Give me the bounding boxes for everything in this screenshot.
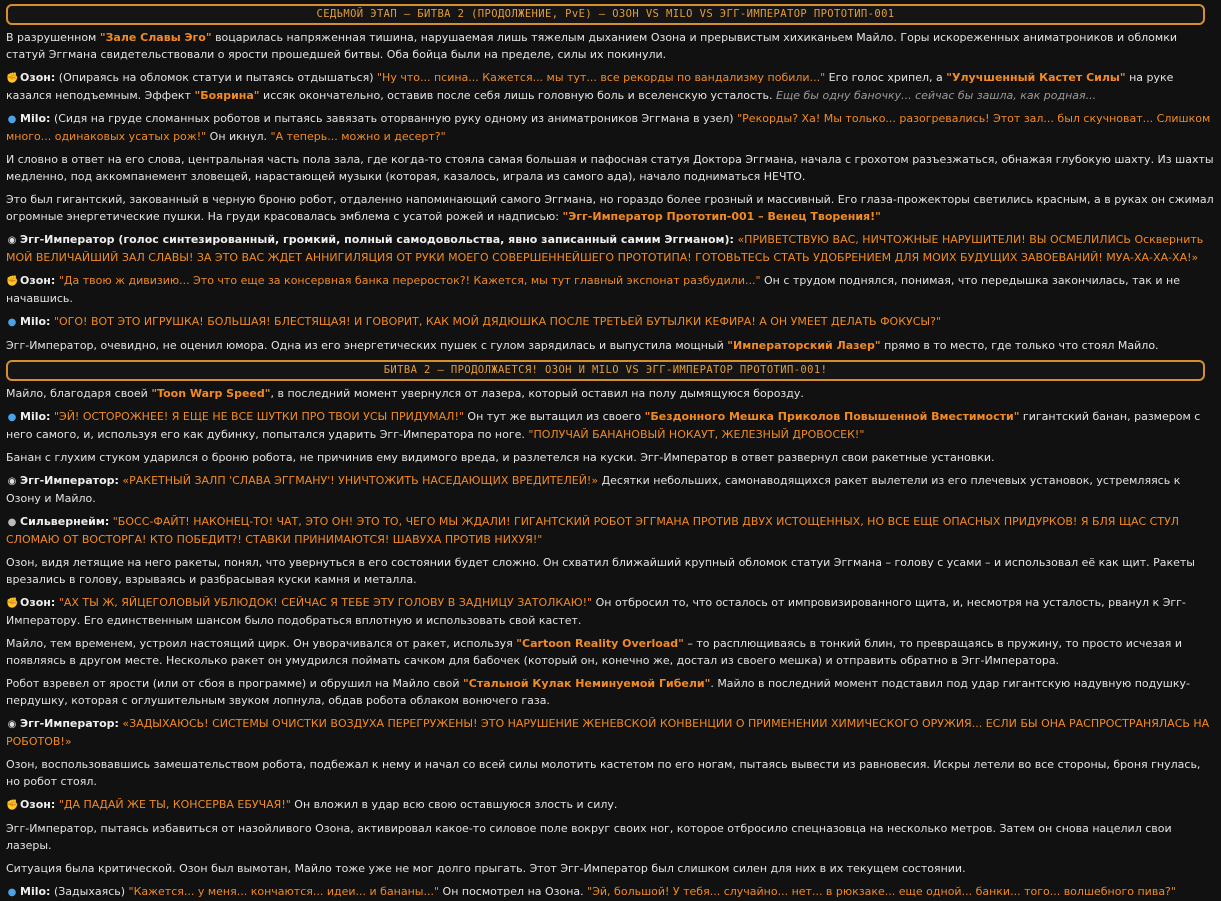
speaker-name: Эгг-Император: — [20, 474, 119, 487]
text: Десятки небольших, самонаводящихся ракет вылетели из его плечевых установок, устремляясь к Озону и Майло. — [6, 474, 1181, 505]
speaker-name: Эгг-Император: — [20, 717, 119, 730]
text: Он отбросил то, что осталось от импровизированного щита, и, несмотря на усталость, рванул к Эгг-Императору. Его единственным шансом было подобраться вплотную и использовать свой кастет. — [6, 596, 1186, 627]
quote: "ЭЙ! ОСТОРОЖНЕЕ! Я ЕЩЕ НЕ ВСЕ ШУТКИ ПРО ТВОИ УСЫ ПРИДУМАЛ!" — [53, 410, 464, 423]
text: Его голос хрипел, а — [825, 71, 947, 84]
speaker-name: Эгг-Император (голос синтезированный, громкий, полный самодовольства, явно записанный самим Эггманом): — [20, 233, 734, 246]
quote: "ОГО! ВОТ ЭТО ИГРУШКА! БОЛЬШАЯ! БЛЕСТЯЩАЯ! И ГОВОРИТ, КАК МОЙ ДЯДЮШКА ПОСЛЕ ТРЕТЬЕЙ БУТЫЛКИ КЕФИРА! А ОН УМЕЕТ ДЕЛАТЬ ФОКУСЫ?" — [53, 315, 942, 328]
quote: «ЗАДЫХАЮСЬ! СИСТЕМЫ ОЧИСТКИ ВОЗДУХА ПЕРЕГРУЖЕНЫ! ЭТО НАРУШЕНИЕ ЖЕНЕВСКОЙ КОНВЕНЦИИ О ПРИМЕНЕНИИ ХИМИЧЕСКОГО ОРУЖИЯ... ЕСЛИ БЫ ОНА РАСПРОСТРАНЯЛАСЬ НА РОБОТОВ!» — [6, 717, 1210, 748]
speaker-name: Milo: — [20, 112, 51, 125]
text: Банан с глухим стуком ударился о броню робота, не причинив ему видимого вреда, и разлетелся на куски. Эгг-Император в ответ развернул свои ракетные установки. — [6, 451, 995, 464]
narration-paragraph — [6, 385, 1215, 402]
speaker-name: Milo: — [20, 410, 51, 423]
text: Озон, воспользовавшись замешательством робота, подбежал к нему и начал со всей силы молотить кастетом по его ногам, пытаясь вывести из равновесия. Искры летели во все стороны, броня гнулась, но робот стоял. — [6, 758, 1201, 788]
dialogue-milo — [6, 110, 1215, 145]
narration-paragraph — [6, 756, 1215, 790]
text: Эгг-Император, очевидно, не оценил юмора. Одна из его энергетических пушек с гулом зарядилась и выпустила мощный — [6, 339, 728, 352]
text: – то расплющиваясь в тонкий блин, то превращаясь в пружину, то просто исчезая и появляясь в другом месте. Несколько ракет он умудрился поймать сачком для бабочек (который он, конечно же, достал из своего мешка) и отправить обратно в Эгг-Императора. — [6, 637, 1183, 667]
text: гигантский банан, размером с него самого, и, используя его как дубинку, попытался ударить Эгг-Императора по ноге. — [6, 410, 1201, 441]
text: И словно в ответ на его слова, центральная часть пола зала, где когда-то стояла самая большая и пафосная статуя Доктора Эггмана, начала с грохотом разъезжаться, обнажая глубокую шахту. Из шахты медленно, под аккомпанемент зловещей, нарастающей музыки (которая, казалось, играла из самого ада), начало подниматься НЕЧТО. — [6, 153, 1214, 183]
item-name: "Боярина" — [194, 89, 260, 102]
stage-banner: СЕДЬМОЙ ЭТАП – БИТВА 2 (ПРОДОЛЖЕНИЕ, PvE) – ОЗОН VS MILO VS ЭГГ-ИМПЕРАТОР ПРОТОТИП-001 — [6, 4, 1205, 25]
narration-paragraph — [6, 191, 1215, 225]
quote: "Рекорды? Ха! Мы только... разогревались! Этот зал... был скучноват... Слишком много... одинаковых усатых рож!" — [6, 112, 1211, 143]
attack-name: "Стальной Кулак Неминуемой Гибели" — [463, 677, 711, 690]
dialogue-egg-emperor — [6, 472, 1215, 507]
milo-icon: ● — [7, 114, 17, 125]
speaker-name: Озон: — [20, 71, 56, 84]
flexed-biceps-icon: ✊ — [6, 73, 19, 84]
text: Эгг-Император, пытаясь избавиться от назойливого Озона, активировал какое-то силовое поле вокруг своих ног, которое отбросило спецназовца на несколько метров. Затем он снова нацелил свои лазеры. — [6, 822, 1172, 852]
dialogue-egg-emperor — [6, 231, 1215, 266]
text: (Опираясь на обломок статуи и пытаясь отдышаться) — [55, 71, 377, 84]
dialogue-ozon — [6, 796, 1215, 814]
text: Он икнул. — [206, 130, 271, 143]
flexed-biceps-icon: ✊ — [6, 598, 19, 609]
ability-name: "Cartoon Reality Overload" — [516, 637, 684, 650]
dialogue-ozon — [6, 69, 1215, 104]
text: Он посмотрел на Озона. — [439, 885, 588, 898]
text: Он тут же вытащил из своего — [463, 410, 645, 423]
narration-paragraph — [6, 860, 1215, 877]
flexed-biceps-icon: ✊ — [6, 800, 19, 811]
text: Он вложил в удар всю свою оставшуюся злость и силу. — [290, 798, 618, 811]
text: воцарилась напряженная тишина, нарушаемая лишь тяжелым дыханием Озона и прерывистым хихиканьем Майло. Горы искореженных аниматроников и обломки статуй Эггмана свидетельствовали о ярости прошедшей битвы. Оба бойца были на пределе, силы их покинули. — [6, 31, 1177, 61]
quote: "БОСС-ФАЙТ! НАКОНЕЦ-ТО! ЧАТ, ЭТО ОН! ЭТО ТО, ЧЕГО МЫ ЖДАЛИ! ГИГАНТСКИЙ РОБОТ ЭГГМАНА ПРОТИВ ДВУХ ИСТОЩЕННЫХ, НО ВСЕ ЕЩЕ ОПАСНЫХ ПРИДУРКОВ! Я БЛЯ ЩАС СТУЛ СЛОМАЮ ОТ ВОСТОРГА! КТО ПОБЕДИТ?! СТАВКИ ПРИНИМАЮТСЯ! ШАВУХА ПРОТИВ НИХУЯ!" — [6, 515, 1180, 546]
item-name: "Бездонного Мешка Приколов Повышенной Вместимости" — [644, 410, 1020, 423]
flexed-biceps-icon: ✊ — [6, 276, 19, 287]
quote: "Ну что... псина... Кажется... мы тут... все рекорды по вандализму побили..." — [377, 71, 826, 84]
text: Ситуация была критической. Озон был вымотан, Майло тоже уже не мог долго прыгать. Этот Эгг-Император был слишком силен для них в их текущем состоянии. — [6, 862, 966, 875]
text: Это был гигантский, закованный в черную броню робот, отдаленно напоминающий самого Эггмана, но гораздо более грозный и массивный. Его глаза-прожекторы светились красным, а в руках он сжимал огромные энергетические пушки. На груди красовалась эмблема с усатой рожей и надписью: — [6, 193, 1214, 223]
quote: "А теперь... можно и десерт?" — [270, 130, 446, 143]
dialogue-silvername — [6, 513, 1215, 548]
narration-paragraph — [6, 449, 1215, 466]
dialogue-milo — [6, 408, 1215, 443]
narration-paragraph — [6, 29, 1215, 63]
quote: «ПРИВЕТСТВУЮ ВАС, НИЧТОЖНЫЕ НАРУШИТЕЛИ! ВЫ ОСМЕЛИЛИСЬ Осквернить МОЙ ВЕЛИЧАЙШИЙ ЗАЛ СЛАВЫ! ЗА ЭТО ВАС ЖДЕТ АННИГИЛЯЦИЯ ОТ РУКИ МОЕГО СОВЕРШЕННЕЙШЕГО ПРОТОТИПА! ГОТОВЬТЕСЬ СТАТЬ УДОБРЕНИЕМ ДЛЯ МОИХ БУДУЩИХ ЗАВОЕВАНИЙ! МУА-ХА-ХА-ХА!» — [6, 233, 1204, 264]
speaker-name: Milo: — [20, 885, 51, 898]
quote: "АХ ТЫ Ж, ЯЙЦЕГОЛОВЫЙ УБЛЮДОК! СЕЙЧАС Я ТЕБЕ ЭТУ ГОЛОВУ В ЗАДНИЦУ ЗАТОЛКАЮ!" — [58, 596, 593, 609]
text: Озон, видя летящие на него ракеты, понял, что увернуться в его состоянии будет сложно. Он схватил ближайший крупный обломок статуи Эггмана – голову с усами – и использовал её как щит. Ракеты врезались в голову, взрываясь и разбрасывая куски камня и металла. — [6, 556, 1195, 586]
inner-thought: Еще бы одну баночку... сейчас бы зашла, как родная... — [775, 89, 1097, 102]
quote: "ПОЛУЧАЙ БАНАНОВЫЙ НОКАУТ, ЖЕЛЕЗНЫЙ ДРОВОСЕК!" — [528, 428, 865, 441]
item-name: "Улучшенный Кастет Силы" — [946, 71, 1126, 84]
text: Майло, благодаря своей — [6, 387, 152, 400]
text: Робот взревел от ярости (или от сбоя в программе) и обрушил на Майло свой — [6, 677, 464, 690]
milo-icon: ● — [7, 412, 17, 423]
text: . Майло в последний момент подставил под удар гигантскую надувную подушку-пердушку, которая с оглушительным звуком лопнула, обдав робота облаком вонючего газа. — [6, 677, 1190, 707]
speaker-name: Озон: — [20, 798, 56, 811]
speaker-name: Озон: — [20, 274, 56, 287]
attack-name: "Императорский Лазер" — [727, 339, 881, 352]
narration-paragraph — [6, 635, 1215, 669]
quote: "Да твою ж дивизию... Это что еще за консервная банка переросток?! Кажется, мы тут главный экспонат разбудили..." — [58, 274, 761, 287]
text: Он с трудом поднялся, понимая, что передышка закончилась, так и не начавшись. — [6, 274, 1180, 305]
emblem-text: "Эгг-Император Прототип-001 – Венец Творения!" — [562, 210, 881, 223]
quote: «РАКЕТНЫЙ ЗАЛП 'СЛАВА ЭГГМАНУ'! УНИЧТОЖИТЬ НАСЕДАЮЩИХ ВРЕДИТЕЛЕЙ!» — [122, 474, 599, 487]
dialogue-ozon — [6, 272, 1215, 307]
ability-name: "Toon Warp Speed" — [151, 387, 271, 400]
quote: "Эй, большой! У тебя... случайно... нет... в рюкзаке... еще одной... банки... того... волшебного пива?" — [587, 885, 1176, 898]
text: иссяк окончательно, оставив после себя лишь головную боль и вселенскую усталость. — [259, 89, 776, 102]
speaker-name: Сильвернейм: — [20, 515, 110, 528]
robot-egg-icon: ◉ — [7, 235, 17, 246]
text: (Сидя на груде сломанных роботов и пытаясь завязать оторванную руку одному из аниматроников Эггмана в узел) — [50, 112, 738, 125]
speaker-name: Озон: — [20, 596, 56, 609]
robot-egg-icon: ◉ — [7, 476, 17, 487]
dialogue-milo — [6, 313, 1215, 331]
narration-paragraph — [6, 820, 1215, 854]
dialogue-milo — [6, 883, 1215, 901]
narration-paragraph — [6, 151, 1215, 185]
location-name: "Зале Славы Эго" — [99, 31, 212, 44]
text: (Задыхаясь) — [50, 885, 129, 898]
text: прямо в то место, где только что стоял Майло. — [880, 339, 1159, 352]
milo-icon: ● — [7, 317, 17, 328]
narration-paragraph — [6, 337, 1215, 354]
robot-egg-icon: ◉ — [7, 719, 17, 730]
dialogue-ozon — [6, 594, 1215, 629]
milo-icon: ● — [7, 887, 17, 898]
narration-paragraph — [6, 675, 1215, 709]
text: , в последний момент увернулся от лазера, который оставил на полу дымящуюся борозду. — [270, 387, 804, 400]
battle-banner: БИТВА 2 – ПРОДОЛЖАЕТСЯ! ОЗОН И MILO VS ЭГГ-ИМПЕРАТОР ПРОТОТИП-001! — [6, 360, 1205, 381]
quote: "ДА ПАДАЙ ЖЕ ТЫ, КОНСЕРВА ЕБУЧАЯ!" — [58, 798, 291, 811]
text: на руке казался неподъемным. Эффект — [6, 71, 1174, 102]
quote: "Кажется... у меня... кончаются... идеи... и бананы..." — [128, 885, 440, 898]
silhouette-icon: ● — [7, 517, 17, 528]
text: В разрушенном — [6, 31, 100, 44]
narration-paragraph — [6, 554, 1215, 588]
dialogue-egg-emperor — [6, 715, 1215, 750]
text: Майло, тем временем, устроил настоящий цирк. Он уворачивался от ракет, используя — [6, 637, 517, 650]
speaker-name: Milo: — [20, 315, 51, 328]
